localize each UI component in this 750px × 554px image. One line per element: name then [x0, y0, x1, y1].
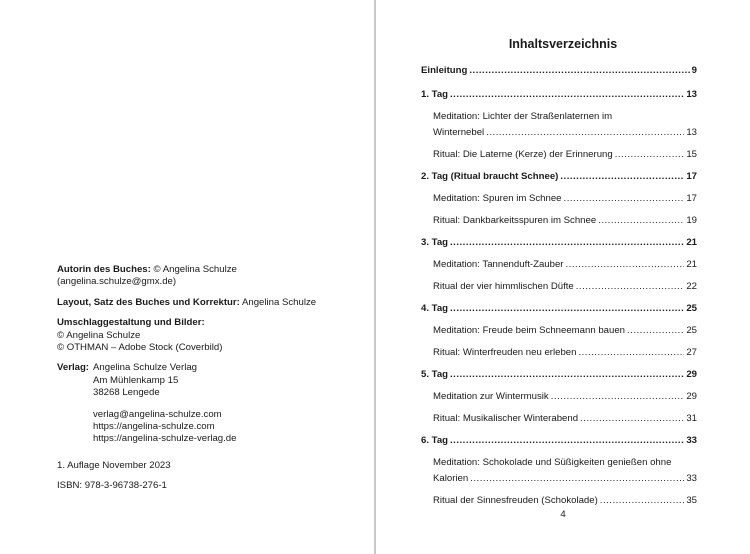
toc-entry-label-line-1: Meditation: Schokolade und Süßigkeiten genießen ohne [433, 457, 672, 468]
toc-entry-label-line-2: Kalorien [433, 473, 469, 484]
toc-entry-label: Meditation: Freude beim Schneemann bauen [433, 325, 625, 336]
toc-entry-label: Ritual der vier himmlischen Düfte [433, 281, 574, 292]
toc-entry-page: 21 [686, 259, 697, 270]
toc-entry-page: 33 [686, 473, 697, 484]
imprint-block [57, 264, 357, 501]
toc-entry-label: Meditation zur Wintermusik [433, 391, 549, 402]
toc-entry [421, 298, 697, 320]
toc-entry [421, 166, 697, 188]
toc-title: Inhaltsverzeichnis [508, 37, 618, 51]
publisher-web-1: https://angelina-schulze.com [93, 421, 215, 433]
toc-entry-page: 35 [686, 495, 697, 506]
publisher-city: 38268 Lengede [93, 387, 160, 399]
cover-line-2: © OTHMAN – Adobe Stock (Coverbild) [57, 342, 223, 354]
toc-entry [421, 386, 697, 408]
toc-entry-label: Ritual: Die Laterne (Kerze) der Erinnerung [433, 149, 613, 160]
cover-label: Umschlaggestaltung und Bilder: [57, 317, 205, 329]
author-label: Autorin des Buches: [57, 264, 151, 275]
toc-entry [421, 342, 697, 364]
toc-entry [421, 364, 697, 386]
toc-entry [421, 84, 697, 106]
toc-entry-page: 21 [686, 237, 697, 248]
cover-line-1: © Angelina Schulze [57, 329, 141, 341]
toc-entry [421, 430, 697, 452]
toc-entry-page: 27 [686, 347, 697, 358]
publisher-block [57, 362, 357, 445]
publisher-email: verlag@angelina-schulze.com [93, 408, 222, 420]
toc-entry [421, 455, 697, 487]
toc-entry-page: 31 [686, 413, 697, 424]
toc-entry [421, 254, 697, 276]
toc-entry-page: 17 [686, 193, 697, 204]
toc-entry-page: 13 [686, 127, 697, 138]
toc-entry-page: 33 [686, 435, 697, 446]
toc-entry-page: 22 [686, 281, 697, 292]
toc-entry-label: Meditation: Tannenduft-Zauber [433, 259, 564, 270]
left-page [0, 0, 374, 554]
toc-entry-page: 17 [686, 171, 697, 182]
toc-entry-page: 25 [686, 325, 697, 336]
toc-entry-label: 4. Tag [421, 303, 449, 314]
edition: 1. Auflage November 2023 [57, 459, 171, 471]
toc-entry-page: 13 [686, 89, 697, 100]
toc-entry [421, 210, 697, 232]
toc-entry [421, 232, 697, 254]
toc-entry-page: 15 [686, 149, 697, 160]
isbn: ISBN: 978-3-96738-276-1 [57, 480, 167, 492]
publisher-street: Am Mühlenkamp 15 [93, 374, 179, 386]
toc-entry-label: Ritual: Winterfreuden neu erleben [433, 347, 577, 358]
toc-entry [421, 276, 697, 298]
toc-entry-label: 6. Tag [421, 435, 449, 446]
toc-entry-page: 29 [686, 391, 697, 402]
publisher-name: Angelina Schulze Verlag [93, 362, 198, 374]
toc-entry-page: 29 [686, 369, 697, 380]
toc-entry-label: Meditation: Spuren im Schnee [433, 193, 562, 204]
toc-entry-label: 3. Tag [421, 237, 449, 248]
toc-entry-label-line-1: Meditation: Lichter der Straßenlaternen im [433, 111, 613, 122]
toc-entry [421, 320, 697, 342]
table-of-contents [421, 60, 697, 512]
toc-entry [421, 188, 697, 210]
toc-entry [421, 109, 697, 141]
cover-block [57, 317, 357, 354]
right-page [376, 0, 750, 554]
publisher-label: Verlag: [57, 362, 89, 374]
toc-entry-label: 2. Tag (Ritual braucht Schnee) [421, 171, 559, 182]
toc-entry-page: 25 [686, 303, 697, 314]
toc-entry-label: Ritual der Sinnesfreuden (Schokolade) [433, 495, 598, 506]
toc-entry [421, 60, 697, 82]
layout-block [57, 297, 357, 309]
toc-entry-label-line-2: Winternebel [433, 127, 485, 138]
toc-entry-label: Ritual: Dankbarkeitsspuren im Schnee [433, 215, 597, 226]
author-email: (angelina.schulze@gmx.de) [57, 276, 177, 288]
toc-entry-label: Ritual: Musikalischer Winterabend [433, 413, 579, 424]
layout-label: Layout, Satz des Buches und Korrektur: [57, 296, 240, 308]
toc-entry-label: 1. Tag [421, 89, 449, 100]
toc-entry-label: 5. Tag [421, 369, 449, 380]
toc-entry [421, 408, 697, 430]
toc-entry-page: 19 [686, 215, 697, 226]
toc-entry [421, 144, 697, 166]
toc-entry-label: Einleitung [421, 65, 468, 76]
page-number: 4 [560, 509, 566, 520]
publisher-web-2: https://angelina-schulze-verlag.de [93, 433, 237, 445]
layout-value: Angelina Schulze [241, 296, 317, 308]
author-block [57, 264, 357, 289]
author-value: © Angelina Schulze [153, 264, 237, 275]
toc-entry-page: 9 [691, 65, 697, 76]
